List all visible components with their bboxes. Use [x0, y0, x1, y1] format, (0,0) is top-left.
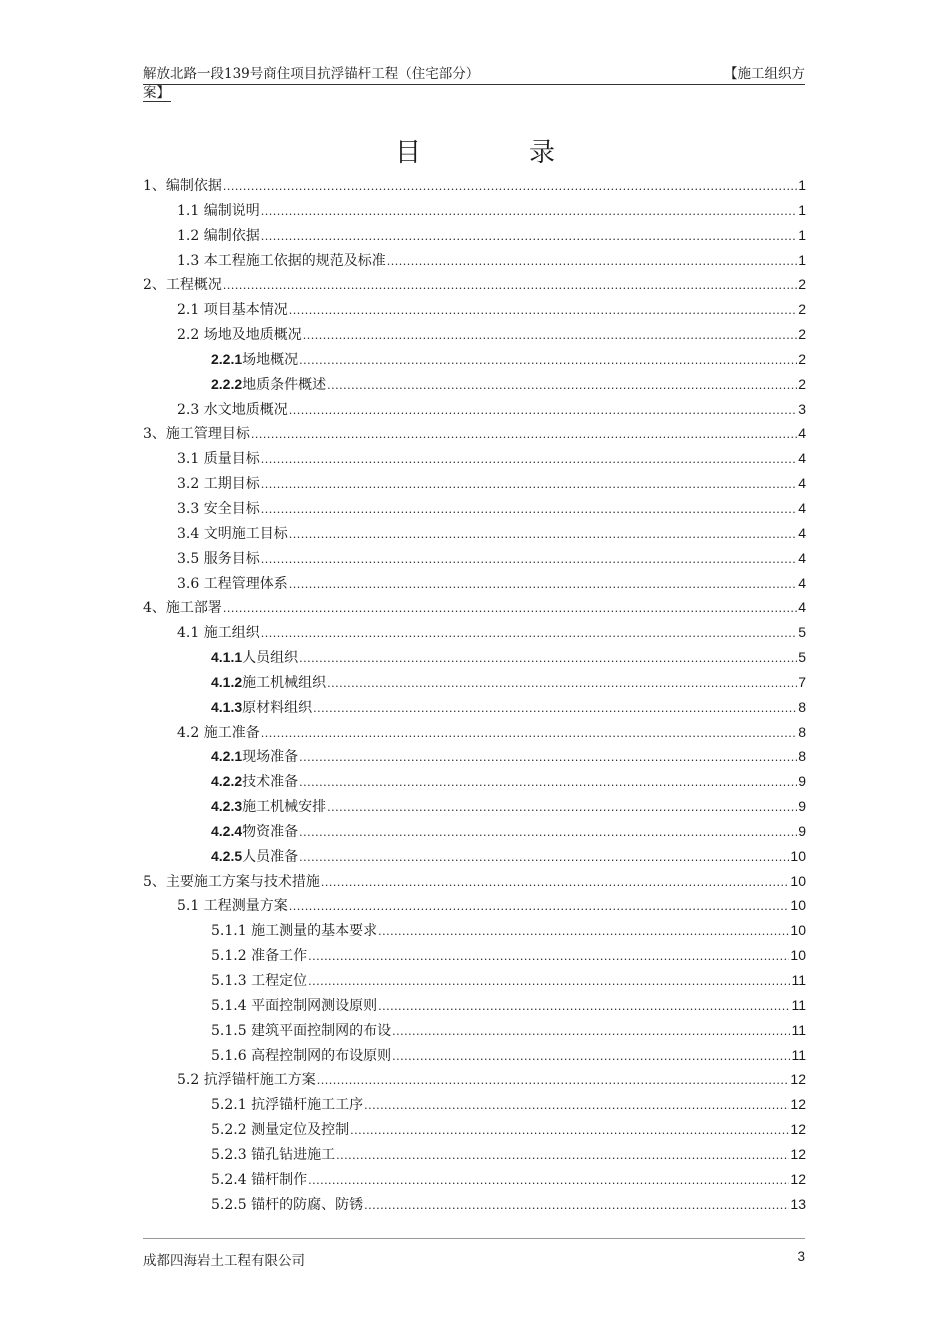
toc-entry-text: 1、编制依据: [143, 178, 222, 194]
toc-entry-number: 4.1.1: [211, 649, 243, 666]
toc-entry-label: [143, 597, 222, 617]
toc-entry-label: [143, 722, 260, 742]
toc-entry-label: [143, 399, 288, 419]
toc-entry-label: [143, 1194, 363, 1214]
toc-entry[interactable]: [143, 523, 806, 548]
header-doc-type: 【施工组织方: [724, 66, 805, 82]
toc-entry-text: 5.2.1 抗浮锚杆施工工序: [211, 1097, 364, 1114]
toc-entry-text: 3.2 工期目标: [177, 476, 260, 493]
page-footer: [143, 1249, 805, 1269]
toc-entry-label: [143, 324, 302, 344]
toc-leader-dots: [321, 876, 790, 889]
toc-leader-dots: [289, 404, 797, 417]
footer-rule: [143, 1238, 805, 1239]
toc-leader-dots: [303, 329, 797, 342]
toc-entry[interactable]: [143, 200, 806, 225]
header-project-title: 解放北路一段139号商住项目抗浮锚杆工程（住宅部分）: [143, 66, 480, 82]
toc-entry-page: 11: [791, 972, 806, 988]
toc-entry-number: 4.2.4: [211, 822, 243, 839]
footer-page-number: 3: [797, 1249, 805, 1264]
toc-leader-dots: [299, 354, 797, 367]
toc-entry[interactable]: [143, 548, 806, 573]
toc-leader-dots: [261, 553, 797, 566]
toc-entry-label: [143, 523, 288, 543]
toc-entry-text: 5.1.6 高程控制网的布设原则: [211, 1047, 392, 1064]
toc-entry[interactable]: [143, 1119, 806, 1144]
toc-leader-dots: [289, 304, 797, 317]
toc-entry-text: 1.1 编制说明: [177, 202, 260, 219]
toc-entry-text: 5.1.3 工程定位: [211, 973, 308, 989]
toc-entry-text: 5.2.2 测量定位及控制: [211, 1122, 350, 1139]
toc-entry-label: [143, 895, 288, 915]
toc-leader-dots: [289, 900, 790, 913]
page-header: [143, 66, 805, 83]
toc-entry-page: 4: [798, 425, 806, 442]
toc-entry-label: [143, 448, 260, 468]
toc-entry-text: 5.2.5 锚杆的防腐、防锈: [211, 1196, 364, 1213]
toc-entry-page: 10: [790, 947, 806, 964]
toc-entry-text: 4.2 施工准备: [177, 724, 260, 741]
toc-leader-dots: [261, 205, 797, 218]
toc-entry-page: 9: [798, 798, 806, 815]
toc-entry-label: [143, 573, 288, 593]
toc-entry-label: [143, 746, 298, 766]
toc-leader-dots: [364, 1099, 789, 1112]
toc-entry-label: [143, 349, 298, 369]
toc-entry-text: 现场准备: [242, 749, 299, 766]
toc-entry-page: 12: [790, 1071, 806, 1088]
toc-entry-label: [143, 299, 288, 319]
toc-entry-label: [143, 175, 222, 195]
toc-entry-page: 4: [798, 574, 806, 591]
toc-entry[interactable]: [143, 448, 806, 473]
toc-entry-label: [143, 871, 320, 891]
toc-leader-dots: [299, 776, 797, 789]
toc-entry-page: 7: [798, 673, 806, 690]
toc-entry-page: 12: [790, 1121, 806, 1138]
toc-title-char-2: 录: [529, 138, 556, 168]
toc-entry[interactable]: [143, 299, 806, 324]
toc-entry-page: 2: [798, 375, 806, 392]
toc-entry-text: 3.5 服务目标: [177, 550, 260, 567]
footer-company: 成都四海岩土工程有限公司: [143, 1253, 305, 1269]
toc-leader-dots: [378, 925, 789, 938]
toc-leader-dots: [261, 478, 797, 491]
toc-entry-text: 4.1 施工组织: [177, 625, 260, 642]
toc-entry-text: 5.2 抗浮锚杆施工方案: [177, 1072, 316, 1089]
toc-entry-number: 4.2.3: [211, 798, 243, 815]
toc-leader-dots: [308, 950, 789, 963]
toc-entry[interactable]: [143, 672, 806, 697]
toc-entry-text: 技术准备: [242, 774, 299, 791]
toc-leader-dots: [299, 826, 797, 839]
toc-entry[interactable]: [143, 597, 806, 622]
toc-entry-label: [143, 771, 298, 791]
toc-entry-page: 3: [798, 400, 806, 417]
toc-entry-page: 4: [798, 524, 806, 541]
toc-entry-page: 4: [798, 475, 806, 492]
toc-leader-dots: [308, 975, 790, 988]
toc-entry-text: 5.1.2 准备工作: [211, 948, 308, 965]
toc-entry[interactable]: [143, 274, 806, 299]
toc-entry[interactable]: [143, 250, 806, 275]
toc-entry-label: [143, 274, 222, 294]
toc-entry-page: 8: [798, 698, 806, 715]
toc-leader-dots: [308, 1174, 789, 1187]
toc-leader-dots: [327, 677, 797, 690]
toc-entry[interactable]: [143, 771, 806, 796]
toc-entry-text: 3.6 工程管理体系: [177, 575, 288, 592]
toc-entry-text: 1.3 本工程施工依据的规范及标准: [177, 252, 386, 269]
toc-entry[interactable]: [143, 1045, 806, 1070]
toc-leader-dots: [261, 727, 797, 740]
toc-entry[interactable]: [143, 746, 806, 771]
toc-entry-label: [143, 1094, 363, 1114]
toc-entry-label: [143, 920, 377, 940]
toc-leader-dots: [350, 1124, 789, 1137]
toc-entry-label: [143, 200, 260, 220]
toc-entry-text: 2.3 水文地质概况: [177, 401, 288, 418]
toc-entry-page: 4: [798, 450, 806, 467]
toc-entry[interactable]: [143, 796, 806, 821]
toc-entry-label: [143, 622, 260, 642]
toc-entry-page: 2: [798, 350, 806, 367]
toc-entry[interactable]: [143, 945, 806, 970]
toc-leader-dots: [364, 1199, 789, 1212]
toc-entry-number: 4.2.1: [211, 748, 243, 765]
toc-entry-text: 施工机械组织: [242, 674, 327, 691]
toc-entry-text: 物资准备: [242, 823, 299, 840]
toc-leader-dots: [317, 1074, 790, 1087]
toc-entry-label: [143, 423, 250, 443]
toc-entry-label: [143, 250, 386, 270]
toc-entry-page: 2: [798, 301, 806, 318]
toc-entry[interactable]: [143, 697, 806, 722]
toc-entry-label: [143, 945, 307, 965]
toc-entry-text: 1.2 编制依据: [177, 227, 260, 244]
toc-entry-text: 5.1.4 平面控制网测设原则: [211, 997, 378, 1014]
toc-leader-dots: [251, 428, 797, 441]
toc-entry[interactable]: [143, 970, 806, 995]
toc-leader-dots: [223, 602, 797, 615]
toc-entry-label: [143, 1069, 316, 1089]
toc-entry[interactable]: [143, 374, 806, 399]
toc-entry[interactable]: [143, 498, 806, 523]
toc-entry-label: [143, 473, 260, 493]
toc-leader-dots: [336, 1149, 789, 1162]
toc-entry-label: [143, 1169, 307, 1189]
toc-entry-text: 5.2.3 锚孔钻进施工: [211, 1146, 336, 1163]
toc-leader-dots: [289, 578, 797, 591]
toc-entry-text: 5、主要施工方案与技术措施: [143, 873, 320, 890]
toc-entry[interactable]: [143, 473, 806, 498]
toc-entry-page: 12: [790, 1170, 806, 1187]
toc-entry-page: 2: [798, 326, 806, 343]
toc-leader-dots: [289, 528, 797, 541]
toc-entry-page: 4: [798, 499, 806, 516]
toc-entry-text: 3、施工管理目标: [143, 426, 250, 443]
toc-entry[interactable]: [143, 1194, 806, 1219]
toc-entry[interactable]: [143, 647, 806, 672]
toc-entry-page: 1: [798, 251, 806, 268]
toc-entry-label: [143, 374, 326, 394]
toc-entry-label: [143, 821, 298, 841]
toc-entry-text: 2.1 项目基本情况: [177, 302, 288, 319]
toc-entry-text: 3.1 质量目标: [177, 451, 260, 468]
toc-entry-page: 13: [790, 1195, 806, 1212]
toc-entry-label: [143, 1020, 391, 1040]
toc-entry-number: 4.2.5: [211, 847, 243, 864]
toc-entry-text: 3.3 安全目标: [177, 500, 260, 517]
toc-leader-dots: [261, 453, 797, 466]
toc-entry-label: [143, 1119, 349, 1139]
header-rule: [143, 84, 805, 85]
toc-leader-dots: [261, 230, 797, 243]
toc-entry-label: [143, 697, 312, 717]
toc-entry-page: 11: [791, 1021, 806, 1038]
toc-leader-dots: [299, 652, 797, 665]
toc-entry-label: [143, 995, 377, 1015]
toc-entry[interactable]: [143, 573, 806, 598]
toc-entry-text: 5.1 工程测量方案: [177, 898, 288, 915]
toc-leader-dots: [327, 379, 797, 392]
toc-leader-dots: [392, 1025, 790, 1038]
toc-entry-text: 5.1.5 建筑平面控制网的布设: [211, 1022, 392, 1039]
toc-entry[interactable]: [143, 324, 806, 349]
toc-entry[interactable]: [143, 349, 806, 374]
toc-entry[interactable]: [143, 622, 806, 647]
toc-entry-text: 施工机械安排: [242, 799, 327, 816]
toc-entry-text: 人员组织: [242, 650, 299, 667]
toc-entry-label: [143, 672, 326, 692]
toc-entry-text: 4、施工部署: [143, 600, 222, 617]
toc-entry-page: 1: [798, 226, 806, 243]
toc-leader-dots: [392, 1050, 790, 1063]
toc-entry-label: [143, 1045, 391, 1065]
toc-entry-page: 5: [798, 624, 806, 641]
toc-entry[interactable]: [143, 1169, 806, 1194]
toc-leader-dots: [299, 851, 789, 864]
toc-entry-number: 4.1.3: [211, 698, 243, 715]
toc-entry-page: 12: [790, 1096, 806, 1113]
toc-entry[interactable]: [143, 920, 806, 945]
toc-entry-page: 2: [798, 276, 806, 293]
toc-entry-page: 10: [790, 897, 806, 914]
toc-entry-text: 5.2.4 锚杆制作: [211, 1171, 308, 1188]
toc-entry-text: 场地概况: [242, 351, 299, 368]
toc-entry-page: 5: [798, 649, 806, 666]
toc-leader-dots: [387, 255, 797, 268]
header-wrap-underline: [143, 101, 171, 102]
toc-entry-label: [143, 548, 260, 568]
toc-entry-page: 8: [798, 748, 806, 765]
toc-entry-page: 4: [798, 599, 806, 616]
toc-entry-text: 5.1.1 施工测量的基本要求: [211, 923, 378, 940]
toc-entry-label: [143, 647, 298, 667]
toc-entry-label: [143, 225, 260, 245]
toc-entry-page: 10: [790, 847, 806, 864]
toc-entry-page: 9: [798, 773, 806, 790]
toc-entry[interactable]: [143, 225, 806, 250]
toc-entry[interactable]: [143, 722, 806, 747]
toc-entry-number: 2.2.2: [211, 375, 243, 392]
toc-leader-dots: [261, 627, 797, 640]
toc-entry[interactable]: [143, 1020, 806, 1045]
toc-entry-page: 8: [798, 723, 806, 740]
toc-entry[interactable]: [143, 399, 806, 424]
toc-entry[interactable]: [143, 1094, 806, 1119]
table-of-contents: [143, 175, 806, 1218]
toc-entry-number: 2.2.1: [211, 350, 243, 367]
toc-entry-page: 4: [798, 549, 806, 566]
toc-leader-dots: [378, 1000, 790, 1013]
toc-title: [0, 132, 950, 169]
toc-title-char-1: 目: [394, 138, 421, 168]
toc-leader-dots: [223, 180, 797, 193]
toc-entry-text: 2、工程概况: [143, 277, 222, 294]
toc-leader-dots: [299, 751, 797, 764]
toc-entry-label: [143, 796, 326, 816]
toc-entry[interactable]: [143, 995, 806, 1020]
toc-leader-dots: [223, 279, 797, 292]
toc-entry[interactable]: [143, 423, 806, 448]
toc-entry[interactable]: [143, 895, 806, 920]
toc-entry-label: [143, 498, 260, 518]
header-doc-type-wrap: 案】: [143, 85, 170, 101]
toc-entry-label: [143, 1144, 335, 1164]
toc-entry[interactable]: [143, 871, 806, 896]
toc-entry-page: 10: [790, 922, 806, 939]
toc-entry-page: 1: [798, 201, 806, 218]
toc-entry-page: 11: [791, 1046, 806, 1063]
toc-entry-page: 1: [798, 177, 806, 193]
toc-leader-dots: [261, 503, 797, 516]
toc-entry-text: 3.4 文明施工目标: [177, 525, 288, 542]
toc-entry-text: 地质条件概述: [242, 376, 327, 393]
toc-entry[interactable]: [143, 821, 806, 846]
toc-entry-label: [143, 970, 307, 990]
toc-entry-page: 10: [790, 872, 806, 889]
toc-entry[interactable]: [143, 1144, 806, 1169]
toc-entry-text: 原材料组织: [242, 699, 313, 716]
toc-entry-text: 2.2 场地及地质概况: [177, 327, 302, 344]
toc-entry-text: 人员准备: [242, 848, 299, 865]
toc-entry[interactable]: [143, 175, 806, 200]
toc-entry[interactable]: [143, 846, 806, 871]
toc-leader-dots: [313, 702, 797, 715]
toc-entry-number: 4.1.2: [211, 673, 243, 690]
toc-entry-page: 9: [798, 822, 806, 839]
toc-entry[interactable]: [143, 1069, 806, 1094]
toc-entry-number: 4.2.2: [211, 773, 243, 790]
toc-leader-dots: [327, 801, 797, 814]
toc-entry-page: 11: [791, 996, 806, 1013]
toc-entry-page: 12: [790, 1145, 806, 1162]
toc-entry-label: [143, 846, 298, 866]
